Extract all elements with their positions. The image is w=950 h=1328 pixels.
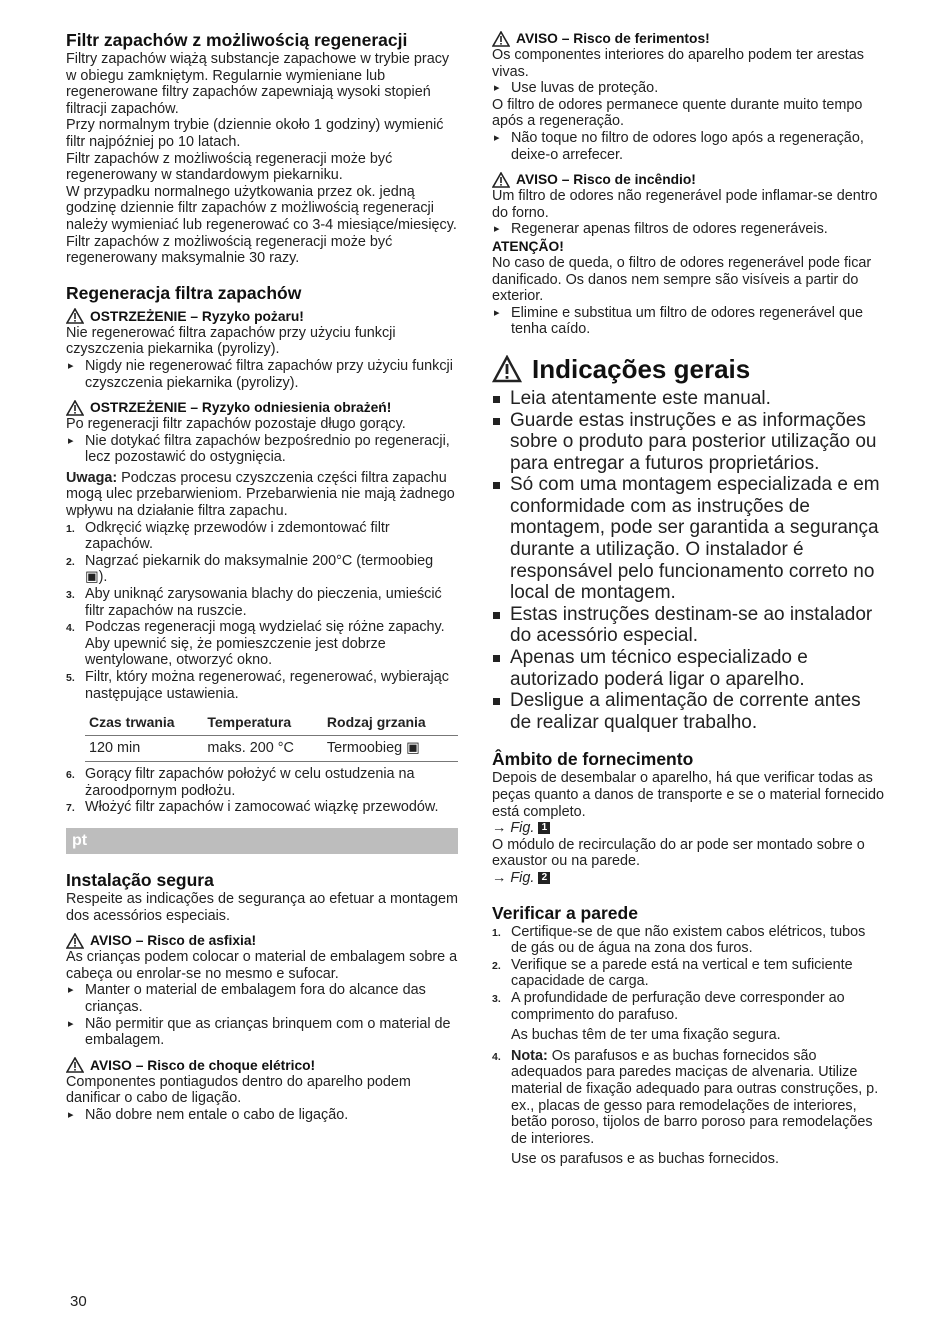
paragraph: No caso de queda, o filtro de odores regenerável pode ficar danificado. Os danos nem sempre são visíveis a partir do exterior.: [492, 254, 872, 305]
table-header: Temperatura: [203, 710, 323, 736]
step-item: 1. Odkręcić wiązkę przewodów i zdemontować filtr zapachów.: [66, 519, 390, 553]
step-list: [492, 924, 884, 1024]
warning-injuries: [492, 30, 884, 47]
paragraph: Componentes pontiagudos dentro do aparelho podem danificar o cabo de ligação.: [66, 1073, 411, 1107]
section-title-regeneration: Regeneracja filtra zapachów: [66, 282, 302, 303]
step-list: [66, 766, 458, 816]
table-header: Rodzaj grzania: [323, 710, 458, 736]
figure-number-badge: 2: [538, 872, 550, 884]
settings-table: [85, 710, 458, 762]
step-list: [492, 1048, 884, 1148]
paragraph: As crianças podem colocar o material de embalagem sobre a cabeça ou enrolar-se no mesmo e sufocar.: [66, 949, 458, 982]
general-info-heading: [492, 354, 884, 384]
warning-triangle-icon: [492, 172, 510, 188]
paragraph: Nie regenerować filtra zapachów przy użyciu funkcji czyszczenia piekarnika (pyrolizy).: [66, 324, 396, 358]
warning-triangle-icon: [492, 355, 522, 383]
list-item: ▸ Regenerar apenas filtros de odores regeneráveis.: [492, 221, 884, 238]
figure-reference: → Fig. 2: [492, 870, 884, 887]
list-item: ▸ Não dobre nem entale o cabo de ligação.: [66, 1107, 458, 1124]
list-item: ▸ Nie dotykać filtra zapachów bezpośrednio po regeneracji, lecz pozostawić do ostygnięcia.: [66, 433, 458, 466]
list-item: Leia atentamente este manual.: [492, 388, 884, 410]
figure-reference: → Fig. 1: [492, 820, 884, 837]
paragraph: Um filtro de odores não regenerável pode inflamar-se dentro do forno.: [492, 188, 878, 221]
list-item: ▸ Use luvas de proteção.: [492, 80, 884, 97]
warning-triangle-icon: [66, 308, 84, 324]
step-result: Use os parafusos e as buchas fornecidos.: [511, 1151, 779, 1168]
step-item: 2. Nagrzać piekarnik do maksymalnie 200°C (termoobieg ▣).: [66, 552, 434, 586]
warning-title: OSTRZEŻENIE – Ryzyko pożaru!: [90, 308, 304, 324]
warning-fire: [66, 308, 458, 325]
page-number: 30: [70, 1293, 87, 1310]
bullet-list: [492, 130, 884, 163]
step-item: 4. Nota: Os parafusos e as buchas fornecidos são adequados para paredes maciças de alvenaria. Utilize material de fixação adequado para outras construções, p. ex., placas de gesso para remodelações de interiores, betão poroso, tijolos de barro poroso para remodelações de interiores.: [492, 1047, 879, 1147]
page-title: Indicações gerais: [532, 353, 751, 384]
bullet-list: [66, 358, 458, 391]
step-item: 3. A profundidade de perfuração deve corresponder ao comprimento do parafuso.: [492, 989, 845, 1023]
paragraph: Filtry zapachów wiążą substancje zapachowe w trybie pracy w obiegu zamkniętym. Regularnie wymieniane lub regenerowane filtry zapachów zapewniają wysoki stopień filtracji zapachów.: [66, 51, 450, 117]
step-item: 6. Gorący filtr zapachów położyć w celu ostudzenia na żaroodpornym podłożu.: [66, 766, 415, 799]
warning-electric-shock: [66, 1057, 458, 1074]
step-result: As buchas têm de ter uma fixação segura.: [511, 1027, 781, 1044]
warning-injury: [66, 399, 458, 416]
table-cell: 120 min: [85, 736, 203, 762]
paragraph: Filtr zapachów z możliwością regeneracji może być regenerowany w standardowym piekarniku.: [66, 150, 393, 184]
list-item: Só com uma montagem especializada e em conformidade com as instruções de montagem, pode ser garantida a segurança durante a utilização. O instalador é responsável pelo funcionamento correto no local de montagem.: [492, 474, 884, 604]
table-cell: maks. 200 °C: [203, 736, 323, 762]
warning-fire-pt: [492, 171, 884, 188]
step-item: 4. Podczas regeneracji mogą wydzielać się różne zapachy. Aby upewnić się, że pomieszczenie jest dobrze wentylowane, otworzyć okno.: [66, 619, 445, 669]
left-column: [66, 30, 458, 1124]
list-item: ▸ Manter o material de embalagem fora do alcance das crianças.: [66, 982, 458, 1015]
figure-number-badge: 1: [538, 822, 550, 834]
warning-title: AVISO – Risco de asfixia!: [90, 933, 257, 949]
paragraph: Przy normalnym trybie (dziennie około 1 godziny) wymienić filtr najpóźniej po 10 latach.: [66, 117, 444, 150]
paragraph: Po regeneracji filtr zapachów pozostaje długo gorący.: [66, 416, 406, 433]
step-item: 7. Włożyć filtr zapachów i zamocować wiązkę przewodów.: [66, 799, 439, 816]
bullet-list: [492, 80, 884, 97]
section-title-scope-of-delivery: Âmbito de fornecimento: [492, 749, 694, 770]
warning-triangle-icon: [492, 31, 510, 47]
attention-title: ATENÇÃO!: [492, 238, 564, 254]
step-item: 5. Filtr, który można regenerować, regenerować, wybierając następujące ustawienia.: [66, 669, 449, 702]
list-item: ▸ Nigdy nie regenerować filtra zapachów przy użyciu funkcji czyszczenia piekarnika (pyrolizy).: [66, 358, 458, 391]
warning-triangle-icon: [66, 933, 84, 949]
paragraph: W przypadku normalnego użytkowania przez ok. jedną godzinę dziennie filtr zapachów z możliwością regeneracji należy wymieniać lub regenerować co 3-4 miesiące/miesięcy. Filtr zapachów z możliwością regeneracji może być regenerowany maksymalnie 30 razy.: [66, 183, 457, 267]
note-text: Podczas procesu czyszczenia części filtra zapachu mogą ulec przebarwieniom. Przebarwienia nie mają żadnego wpływu na działanie filtra zapachu.: [66, 469, 455, 520]
list-item: Estas instruções destinam-se ao instalador do acessório especial.: [492, 604, 884, 647]
paragraph: O módulo de recirculação do ar pode ser montado sobre o exaustor ou na parede.: [492, 836, 865, 870]
warning-title: OSTRZEŻENIE – Ryzyko odniesienia obrażeń!: [90, 400, 392, 416]
general-info-list: [492, 388, 884, 734]
step-list: [66, 520, 458, 703]
table-cell: Termoobieg ▣: [323, 736, 458, 762]
language-bar: pt: [66, 828, 458, 854]
list-item: Guarde estas instruções e as informações sobre o produto para posterior utilização ou para entregar a futuros proprietários.: [492, 410, 884, 475]
paragraph: Os componentes interiores do aparelho podem ter arestas vivas.: [492, 47, 864, 80]
warning-triangle-icon: [66, 400, 84, 416]
list-item: ▸ Não toque no filtro de odores logo após a regeneração, deixe-o arrefecer.: [492, 130, 884, 163]
step-item: 2. Verifique se a parede está na vertical e tem suficiente capacidade de carga.: [492, 956, 853, 990]
step-item: 1. Certifique-se de que não existem cabos elétricos, tubos de gás ou de água na zona dos furos.: [492, 923, 866, 957]
bullet-list: [66, 1107, 458, 1124]
warning-title: AVISO – Risco de incêndio!: [516, 172, 696, 188]
section-title-safe-installation: Instalação segura: [66, 869, 214, 890]
section-title-check-wall: Verificar a parede: [492, 902, 638, 923]
list-item: ▸ Elimine e substitua um filtro de odores regenerável que tenha caído.: [492, 305, 884, 338]
warning-asphyxia: [66, 932, 458, 949]
list-item: Apenas um técnico especializado e autorizado poderá ligar o aparelho.: [492, 647, 884, 690]
bullet-list: [492, 305, 884, 338]
right-column: [492, 30, 884, 1168]
warning-triangle-icon: [66, 1057, 84, 1073]
paragraph: Depois de desembalar o aparelho, há que verificar todas as peças quanto a danos de transporte e se o material fornecido está completo.: [492, 770, 884, 820]
bullet-list: [66, 982, 458, 1048]
bullet-list: [66, 433, 458, 466]
list-item: Desligue a alimentação de corrente antes de realizar qualquer trabalho.: [492, 690, 884, 733]
list-item: ▸ Não permitir que as crianças brinquem com o material de embalagem.: [66, 1016, 458, 1049]
note-label: Uwaga:: [66, 469, 118, 486]
step-item: 3. Aby uniknąć zarysowania blachy do pieczenia, umieścić filtr zapachów na ruszcie.: [66, 586, 442, 619]
paragraph: O filtro de odores permanece quente durante muito tempo após a regeneração.: [492, 96, 863, 130]
table-header: Czas trwania: [85, 710, 203, 736]
warning-title: AVISO – Risco de choque elétrico!: [90, 1057, 316, 1073]
paragraph: Respeite as indicações de segurança ao efetuar a montagem dos acessórios especiais.: [66, 890, 458, 924]
warning-title: AVISO – Risco de ferimentos!: [516, 31, 710, 46]
section-title-regenerable-filter: Filtr zapachów z możliwością regeneracji: [66, 30, 408, 50]
bullet-list: [492, 221, 884, 238]
table-row: [85, 736, 458, 762]
note-paragraph: [66, 470, 458, 520]
